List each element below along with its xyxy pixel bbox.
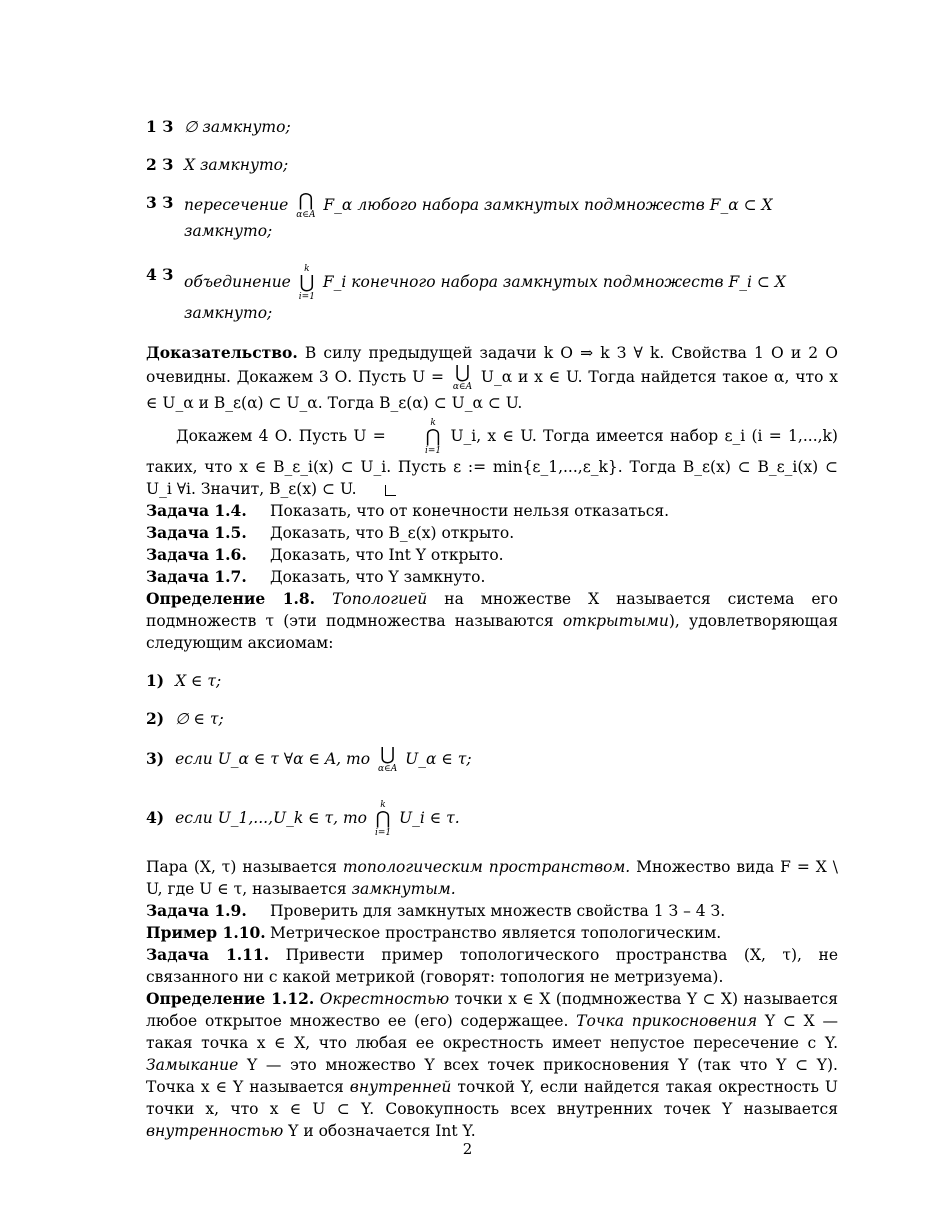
term-adherent-point: Точка прикосновения [576,1012,758,1030]
axiom-label: 3) [146,749,165,768]
axiom-text-post: U_α ∈ τ; [405,750,472,768]
intersection-operator [296,192,315,220]
axiom-label: 2) [146,709,165,728]
union-operator [378,746,397,774]
axiom-text: X ∈ τ; [175,672,222,690]
property-label: 4 З [146,265,174,284]
axiom-label: 4) [146,808,165,827]
pair-term-1: топологическим пространством. [342,858,631,876]
pair-term-2: замкнутым. [351,880,456,898]
axiom-3 [146,746,838,774]
proof-heading: Доказательство. [146,343,298,362]
proof-text-2a: Докажем 4 О. Пусть U = [176,427,386,445]
task-heading: Задача 1.6. [146,545,247,564]
property-text-pre: объединение [184,273,291,291]
task-text: Доказать, что Y замкнуто. [270,568,486,586]
term-closure: Замыкание [146,1056,239,1074]
property-text-post: F_α любого набора замкнутых подмножеств F_α ⊂ X замкнуто; [184,196,773,240]
definition-1-8 [146,588,838,654]
definition-term-2: открытыми [562,612,669,630]
task-heading: Задача 1.7. [146,567,247,586]
operator-subscript: i=1 [424,446,442,456]
axiom-text-pre: если U_1,...,U_k ∈ τ, то [175,809,367,827]
axiom-text-pre: если U_α ∈ τ ∀α ∈ A, то [175,750,371,768]
intersection-symbol: ⋂ [375,808,391,829]
intersection-symbol: ⋂ [425,426,441,447]
property-text: ∅ замкнуто; [184,118,291,136]
definition-text-1: точки x ∈ X (подмножества Y ⊂ X) называется любое открытое множество ее (его) содержащее. [146,990,838,1030]
page-number: 2 [462,1140,473,1158]
union-operator [299,264,315,302]
proof-text-1b: U_α и x ∈ U. Тогда найдется такое α, что x ∈ U_α и B_ε(α) ⊂ U_α. Тогда B_ε(α) ⊂ U_α ⊂ U. [146,368,838,412]
term-neighborhood: Окрестностью [319,990,450,1008]
definition-1-12 [146,988,838,1142]
intersection-operator [375,800,391,838]
task-text: Показать, что от конечности нельзя отказаться. [270,502,670,520]
task-1-5 [146,522,838,544]
definition-term: Топологией [332,590,428,608]
task-text: Проверить для замкнутых множеств свойства 1 З – 4 З. [270,902,726,920]
pair-text-2: Множество вида F = X \ U, где U ∈ τ, называется [146,858,838,898]
proof-text-2b: U_i, x ∈ U. Тогда имеется набор ε_i (i = 1,...,k) таких, что x ∈ B_ε_i(x) ⊂ U_i. Пусть ε := min{ε_1,...,ε_k}. Тогда B_ε(x) ⊂ B_ε_i(x) ⊂ U_i ∀i. Значит, B_ε(x) ⊂ U. [146,427,838,498]
axiom-label: 1) [146,671,165,690]
task-heading: Задача 1.11. [146,945,270,964]
task-heading: Задача 1.5. [146,523,247,542]
definition-text-2: Y ⊂ X — такая точка x ∈ X, что любая ее окрестность имеет непустое пересечение с Y. [146,1012,838,1052]
axiom-text: ∅ ∈ τ; [175,710,224,728]
definition-text-5: Y и обозначается Int Y. [288,1122,476,1140]
property-text-pre: пересечение [184,196,289,214]
property-label: 2 З [146,155,174,174]
union-operator [453,364,472,392]
task-1-9 [146,900,838,922]
proof-paragraph-2 [146,418,838,500]
topological-space-paragraph [146,856,838,900]
proof-text-1: В силу предыдущей задачи k О ⇒ k З ∀ k. Свойства 1 О и 2 О очевидны. Докажем 3 О. Пусть U = [146,344,838,386]
operator-subscript: α∈A [377,764,398,774]
operator-subscript: i=1 [374,828,392,838]
property-1z [146,116,838,138]
operator-superscript: k [380,800,386,810]
union-symbol: ⋃ [380,744,395,765]
definition-text-3: Y — это множество Y всех точек прикосновения Y (так что Y ⊂ Y). Точка x ∈ Y называется [146,1056,838,1096]
term-interior-point: внутренней [349,1078,452,1096]
page-body [146,110,838,1142]
proof-paragraph [146,342,838,414]
task-heading: Задача 1.4. [146,501,247,520]
definition-heading: Определение 1.8. [146,589,316,608]
property-2z [146,154,838,176]
property-label: 3 З [146,193,174,212]
definition-text-4: точкой Y, если найдется такая окрестность U точки x, что x ∈ U ⊂ Y. Совокупность всех внутренних точек Y называется [146,1078,838,1118]
operator-subscript: α∈A [296,210,316,220]
task-1-7 [146,566,838,588]
task-text: Доказать, что B_ε(x) открыто. [270,524,515,542]
union-symbol: ⋃ [299,272,315,293]
definition-heading: Определение 1.12. [146,989,315,1008]
axiom-1 [146,670,838,692]
example-text: Метрическое пространство является топологическим. [270,924,722,942]
intersection-symbol: ⋂ [298,190,314,211]
qed-symbol [385,485,396,496]
example-1-10 [146,922,838,944]
axiom-4 [146,800,838,838]
property-text-post: F_i конечного набора замкнутых подмножеств F_i ⊂ X замкнуто; [184,273,786,322]
definition-text-1: на множестве X называется система его подмножеств τ (эти подмножества называются [146,590,838,630]
term-interior: внутренностью [146,1122,284,1140]
property-4z [146,264,838,324]
pair-text-1: Пара (X, τ) называется [146,858,337,876]
task-1-11 [146,944,838,988]
intersection-operator [395,418,441,456]
task-1-6 [146,544,838,566]
operator-subscript: α∈A [452,382,473,392]
property-3z [146,192,838,242]
property-text: X замкнуто; [184,156,289,174]
union-symbol: ⋃ [455,362,470,383]
operator-subscript: i=1 [298,292,315,302]
definition-text-2: ), удовлетворяющая следующим аксиомам: [146,612,838,652]
task-text: Доказать, что Int Y открыто. [270,546,504,564]
task-text: Привести пример топологического пространства (X, τ), не связанного ни с какой метрикой (говорят: топология не метризуема). [146,946,838,986]
operator-superscript: k [304,264,310,274]
axiom-text-post: U_i ∈ τ. [399,809,460,827]
property-label: 1 З [146,117,174,136]
task-1-4 [146,500,838,522]
example-heading: Пример 1.10. [146,923,266,942]
task-heading: Задача 1.9. [146,901,247,920]
axiom-2 [146,708,838,730]
operator-superscript: k [430,418,436,428]
